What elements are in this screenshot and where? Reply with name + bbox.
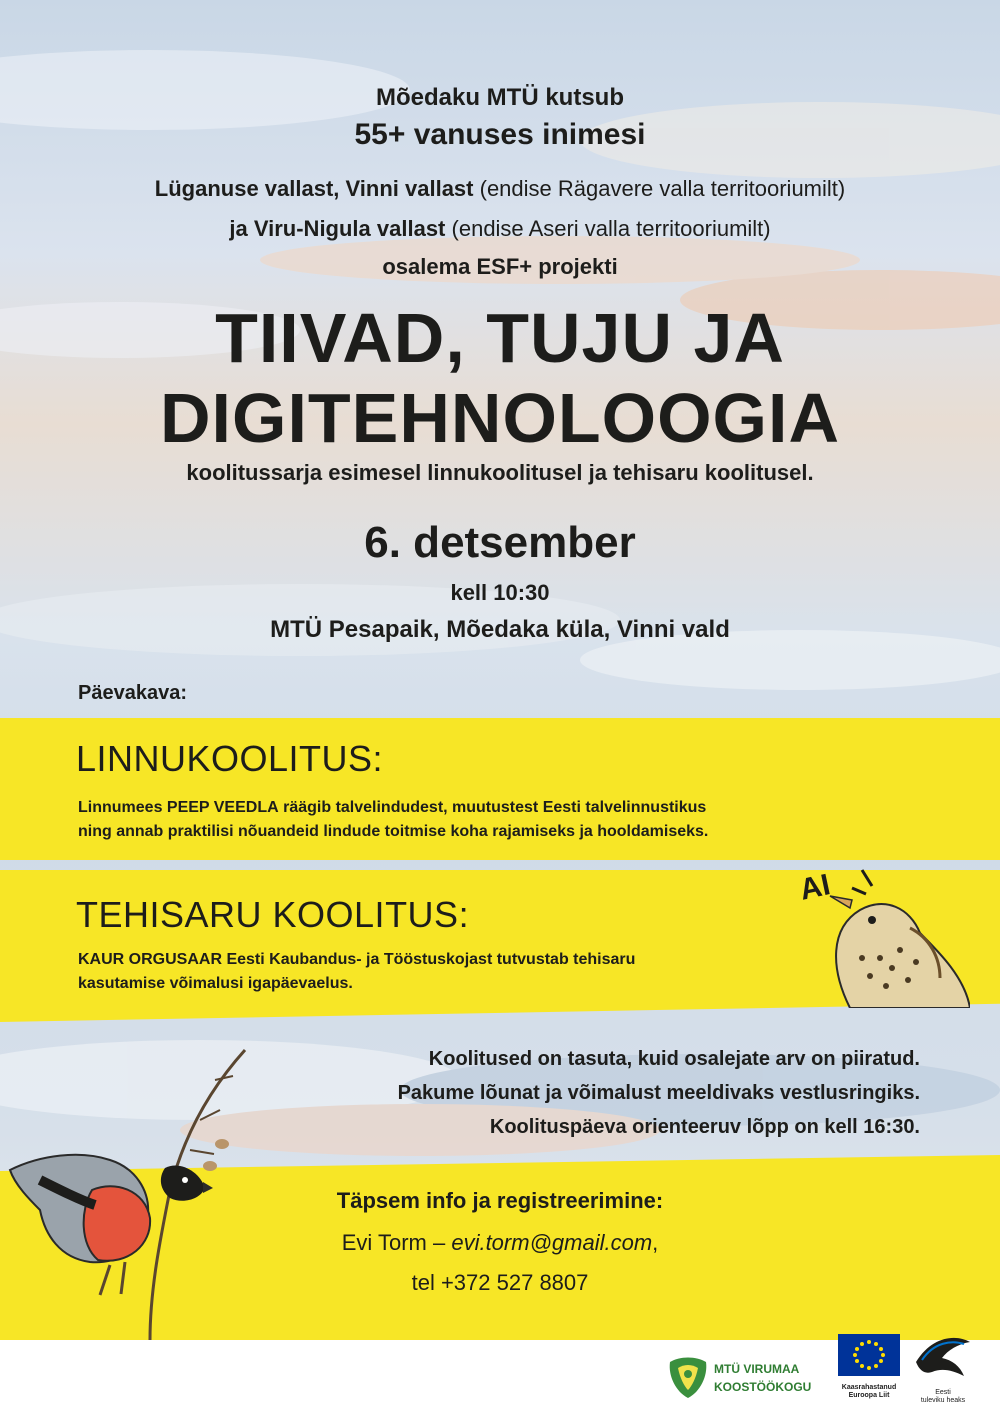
event-place: MTÜ Pesapaik, Mõedaka küla, Vinni vald xyxy=(270,616,730,643)
tehisaru-speaker: KAUR ORGUSAAR xyxy=(78,951,222,968)
contact-name: Evi Torm – xyxy=(341,1230,452,1255)
region-line-1 xyxy=(0,176,1000,202)
linnukoolitus-speaker: PEEP VEEDLA xyxy=(166,799,279,816)
region-1-note: (endise Rägavere valla territooriumilt) xyxy=(479,176,846,201)
contact-person xyxy=(240,1230,760,1256)
virumaa-emblem-icon xyxy=(666,1354,710,1400)
note-free: Koolitused on tasuta, kuid osalejate arv on piiratud. xyxy=(428,1048,920,1070)
tehisaru-desc: Eesti Kaubandus- ja Tööstuskojast tutvustab tehisaru xyxy=(222,951,636,968)
contact-email[interactable]: evi.torm@gmail.com xyxy=(451,1230,653,1255)
tehisaru-title: TEHISARU KOOLITUS: xyxy=(76,894,470,935)
region-2-bold: ja Viru-Nigula vallast xyxy=(229,216,446,241)
ee-line-1: Eesti xyxy=(935,1389,951,1396)
note-end-time: Koolituspäeva orienteeruv lõpp on kell 16:30. xyxy=(489,1116,920,1138)
title-line-2: DIGITEHNOLOOGIA xyxy=(160,379,840,457)
notes-block xyxy=(300,1042,920,1144)
virumaa-logo xyxy=(666,1352,816,1402)
agenda-label: Päevakava: xyxy=(78,682,187,704)
eu-line-1: Kaasrahastanud xyxy=(841,1384,897,1391)
title-subtitle: koolitussarja esimesel linnukoolitusel ja tehisaru koolitusel. xyxy=(186,460,814,485)
bullfinch-illustration xyxy=(0,1040,260,1350)
estonia-logo xyxy=(912,1332,974,1408)
ee-line-2: tuleviku heaks xyxy=(920,1397,966,1404)
note-lunch: Pakume lõunat ja võimalust meeldivaks vestlusringiks. xyxy=(397,1082,920,1104)
linnukoolitus-desc: räägib talvelindudest, muutustest Eesti talvelinnustikus xyxy=(278,799,707,816)
region-2-note: (endise Aseri valla territooriumilt) xyxy=(451,216,771,241)
title-line-1: TIIVAD, TUJU JA xyxy=(215,299,785,377)
estonia-swallow-icon xyxy=(912,1332,972,1384)
singing-bird-illustration xyxy=(790,858,970,1008)
linnukoolitus-text xyxy=(78,796,878,844)
region-1-bold: Lüganuse vallast, Vinni vallast xyxy=(154,176,474,201)
tehisaru-desc-2: kasutamise võimalusi igapäevaelus. xyxy=(78,975,353,992)
organizer-line: Mõedaku MTÜ kutsub xyxy=(375,84,624,111)
region-line-2 xyxy=(0,216,1000,242)
eu-logo xyxy=(838,1334,900,1406)
tehisaru-text xyxy=(78,948,778,996)
eu-flag-icon xyxy=(838,1334,900,1376)
ai-label: AI xyxy=(796,868,834,907)
audience-line: 55+ vanuses inimesi xyxy=(354,118,646,151)
linnukoolitus-pre: Linnumees xyxy=(78,799,167,816)
event-date: 6. detsember xyxy=(364,518,636,567)
virumaa-line-1: MTÜ VIRUMAA xyxy=(714,1362,800,1376)
project-intro: osalema ESF+ projekti xyxy=(382,254,618,279)
contact-phone[interactable]: tel +372 527 8807 xyxy=(411,1270,589,1295)
virumaa-line-2: KOOSTÖÖKOGU xyxy=(714,1380,812,1394)
linnukoolitus-desc-2: ning annab praktilisi nõuandeid lindude toitmise koha rajamiseks ja hooldamiseks. xyxy=(78,823,709,840)
contact-title: Täpsem info ja registreerimine: xyxy=(336,1188,664,1213)
eu-line-2: Euroopa Liit xyxy=(848,1392,890,1399)
linnukoolitus-title: LINNUKOOLITUS: xyxy=(76,738,384,779)
event-time: kell 10:30 xyxy=(450,580,550,605)
contact-comma: , xyxy=(652,1230,659,1255)
